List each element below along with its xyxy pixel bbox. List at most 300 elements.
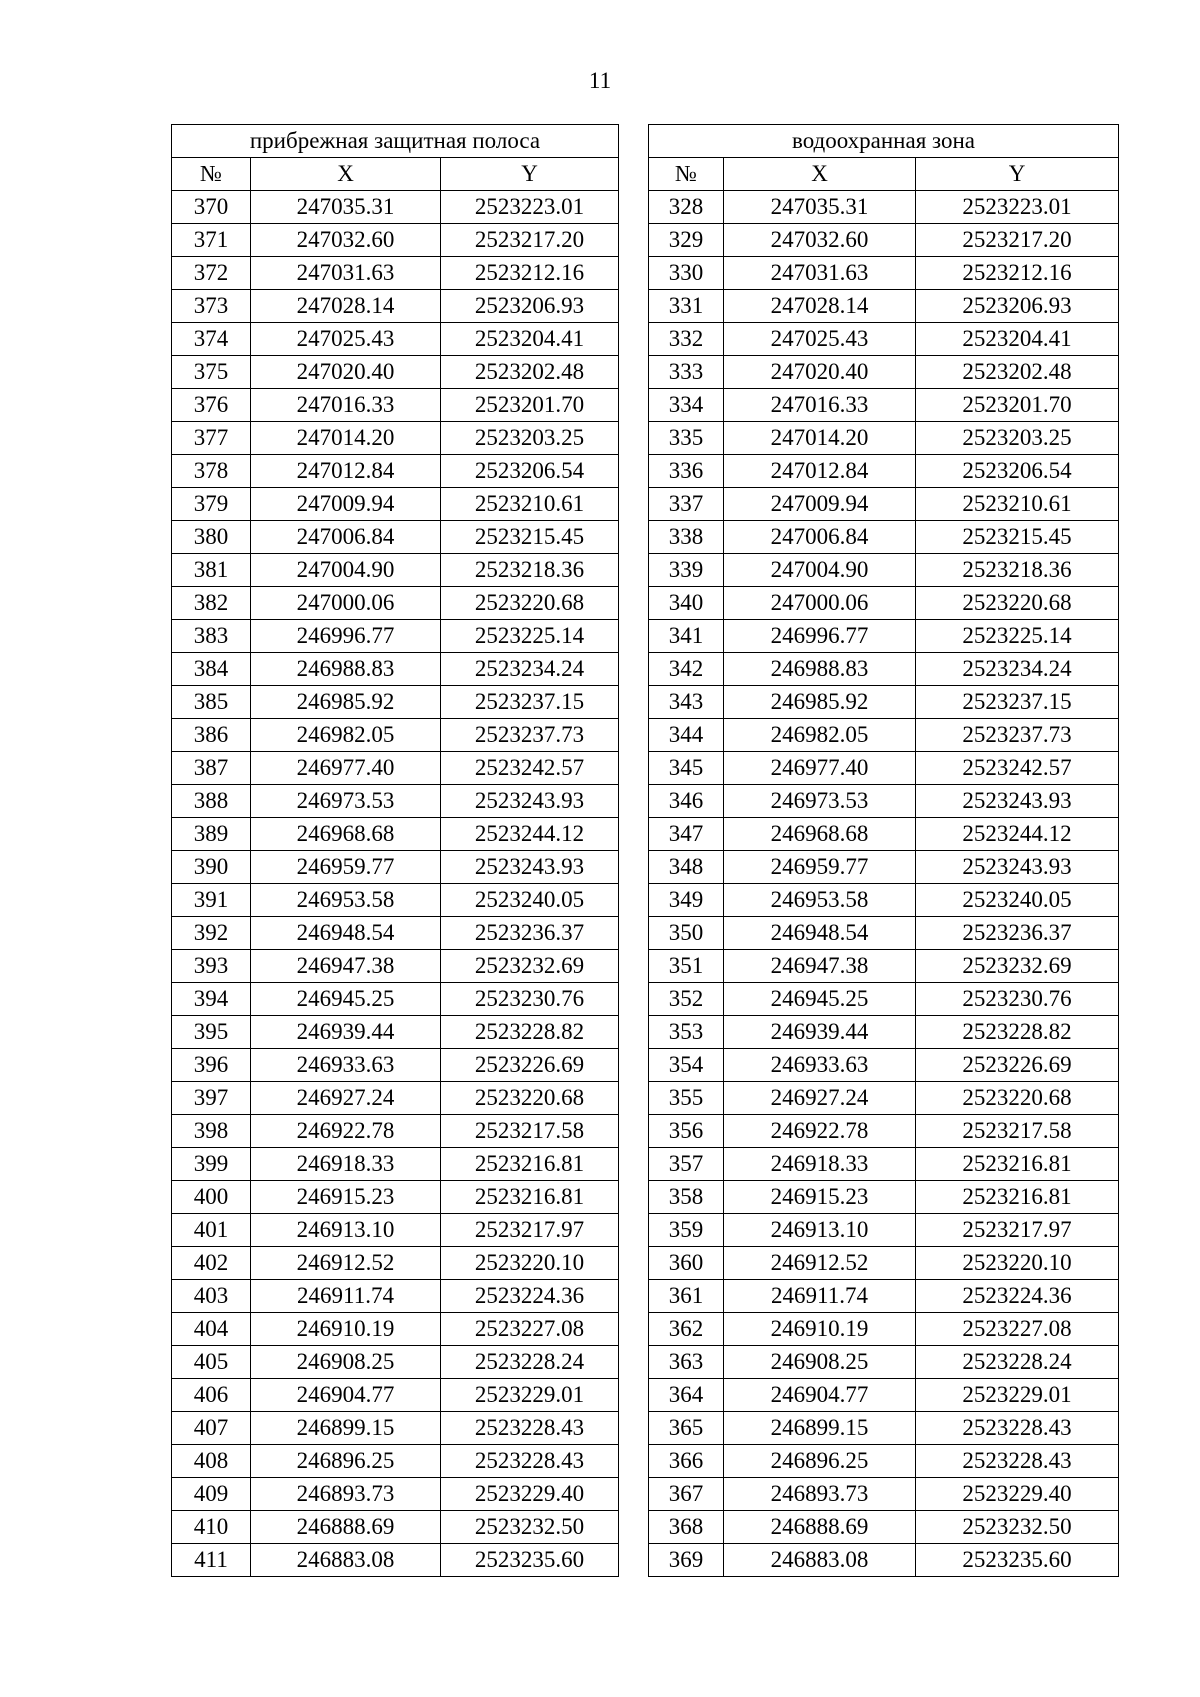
cell-number: 331 [649,290,724,323]
table-row [649,818,1119,851]
cell-y: 2523243.93 [441,851,619,884]
cell-x: 247016.33 [251,389,441,422]
table-row [649,1478,1119,1511]
cell-x: 246996.77 [251,620,441,653]
cell-x: 246922.78 [251,1115,441,1148]
cell-number: 402 [172,1247,251,1280]
cell-number: 358 [649,1181,724,1214]
cell-y: 2523215.45 [441,521,619,554]
column-header-y: Y [916,158,1119,191]
cell-number: 394 [172,983,251,1016]
cell-x: 246988.83 [724,653,916,686]
table-row [172,818,619,851]
cell-x: 246912.52 [724,1247,916,1280]
cell-number: 379 [172,488,251,521]
cell-x: 247020.40 [251,356,441,389]
cell-number: 406 [172,1379,251,1412]
cell-y: 2523220.10 [916,1247,1119,1280]
cell-y: 2523206.54 [916,455,1119,488]
table-row [172,521,619,554]
cell-x: 246953.58 [724,884,916,917]
cell-y: 2523206.54 [441,455,619,488]
cell-x: 246910.19 [251,1313,441,1346]
table-row [172,356,619,389]
cell-number: 341 [649,620,724,653]
cell-x: 247035.31 [724,191,916,224]
cell-y: 2523237.73 [916,719,1119,752]
cell-y: 2523230.76 [441,983,619,1016]
cell-number: 381 [172,554,251,587]
cell-x: 246985.92 [251,686,441,719]
cell-number: 371 [172,224,251,257]
table-row [172,653,619,686]
cell-y: 2523201.70 [441,389,619,422]
coastal-strip-table [171,124,619,1577]
table-row [649,1082,1119,1115]
cell-y: 2523244.12 [441,818,619,851]
cell-number: 357 [649,1148,724,1181]
table-row [649,1379,1119,1412]
cell-y: 2523216.81 [916,1181,1119,1214]
cell-y: 2523216.81 [916,1148,1119,1181]
table-row [172,1280,619,1313]
cell-number: 398 [172,1115,251,1148]
cell-y: 2523225.14 [916,620,1119,653]
cell-number: 385 [172,686,251,719]
cell-number: 378 [172,455,251,488]
cell-x: 246968.68 [724,818,916,851]
cell-x: 246959.77 [251,851,441,884]
cell-number: 335 [649,422,724,455]
table-row [649,587,1119,620]
table-row [172,323,619,356]
cell-number: 369 [649,1544,724,1577]
table-row [172,917,619,950]
cell-x: 247028.14 [724,290,916,323]
table-row [649,752,1119,785]
cell-number: 405 [172,1346,251,1379]
cell-x: 247032.60 [251,224,441,257]
cell-y: 2523240.05 [916,884,1119,917]
cell-y: 2523228.43 [441,1445,619,1478]
cell-y: 2523229.01 [916,1379,1119,1412]
cell-y: 2523210.61 [441,488,619,521]
cell-number: 389 [172,818,251,851]
table-row [649,389,1119,422]
cell-x: 246922.78 [724,1115,916,1148]
column-header-x: X [251,158,441,191]
cell-x: 246985.92 [724,686,916,719]
cell-x: 247012.84 [724,455,916,488]
table-row [649,851,1119,884]
cell-x: 246899.15 [251,1412,441,1445]
table-row [649,785,1119,818]
cell-y: 2523237.73 [441,719,619,752]
cell-number: 337 [649,488,724,521]
cell-y: 2523217.58 [441,1115,619,1148]
table-row [649,488,1119,521]
table-row [649,1148,1119,1181]
cell-y: 2523220.68 [916,1082,1119,1115]
cell-x: 247009.94 [251,488,441,521]
cell-number: 367 [649,1478,724,1511]
cell-x: 246893.73 [251,1478,441,1511]
cell-x: 246959.77 [724,851,916,884]
cell-y: 2523217.58 [916,1115,1119,1148]
cell-y: 2523234.24 [916,653,1119,686]
cell-number: 397 [172,1082,251,1115]
table-row [172,1049,619,1082]
table-row [649,1016,1119,1049]
cell-x: 246904.77 [251,1379,441,1412]
cell-x: 246883.08 [251,1544,441,1577]
cell-number: 396 [172,1049,251,1082]
cell-y: 2523235.60 [441,1544,619,1577]
cell-number: 411 [172,1544,251,1577]
cell-x: 246948.54 [724,917,916,950]
column-header-x: X [724,158,916,191]
table-row [172,884,619,917]
cell-x: 246910.19 [724,1313,916,1346]
cell-x: 246948.54 [251,917,441,950]
cell-x: 246973.53 [724,785,916,818]
cell-number: 388 [172,785,251,818]
table-row [172,587,619,620]
cell-y: 2523228.24 [916,1346,1119,1379]
cell-number: 380 [172,521,251,554]
cell-number: 365 [649,1412,724,1445]
cell-number: 340 [649,587,724,620]
cell-number: 355 [649,1082,724,1115]
cell-x: 246953.58 [251,884,441,917]
cell-number: 386 [172,719,251,752]
cell-number: 391 [172,884,251,917]
cell-number: 338 [649,521,724,554]
cell-number: 362 [649,1313,724,1346]
table-row [172,1445,619,1478]
table-row [172,1412,619,1445]
table-row [649,191,1119,224]
table-row [649,1511,1119,1544]
table-row [172,719,619,752]
table-row [172,290,619,323]
table-row [649,1280,1119,1313]
cell-x: 246933.63 [251,1049,441,1082]
table-row [172,554,619,587]
table-row [172,1511,619,1544]
cell-x: 247006.84 [724,521,916,554]
cell-y: 2523202.48 [441,356,619,389]
cell-x: 246982.05 [724,719,916,752]
table-row [649,1214,1119,1247]
cell-y: 2523217.20 [441,224,619,257]
cell-x: 246899.15 [724,1412,916,1445]
cell-number: 387 [172,752,251,785]
cell-number: 404 [172,1313,251,1346]
cell-number: 343 [649,686,724,719]
cell-x: 246896.25 [724,1445,916,1478]
cell-y: 2523223.01 [916,191,1119,224]
cell-number: 368 [649,1511,724,1544]
cell-x: 246896.25 [251,1445,441,1478]
table-row [649,257,1119,290]
cell-x: 247009.94 [724,488,916,521]
cell-number: 393 [172,950,251,983]
cell-y: 2523212.16 [916,257,1119,290]
cell-x: 247025.43 [251,323,441,356]
table-row [649,455,1119,488]
cell-y: 2523223.01 [441,191,619,224]
cell-y: 2523206.93 [441,290,619,323]
cell-number: 336 [649,455,724,488]
cell-number: 348 [649,851,724,884]
cell-x: 246977.40 [724,752,916,785]
cell-number: 345 [649,752,724,785]
cell-x: 246945.25 [724,983,916,1016]
table-row [172,785,619,818]
cell-number: 374 [172,323,251,356]
cell-number: 408 [172,1445,251,1478]
cell-number: 356 [649,1115,724,1148]
table-row [649,620,1119,653]
cell-number: 383 [172,620,251,653]
cell-number: 329 [649,224,724,257]
table-row [649,686,1119,719]
cell-number: 332 [649,323,724,356]
cell-x: 247031.63 [724,257,916,290]
table-row [172,1247,619,1280]
table-row [172,422,619,455]
cell-x: 246911.74 [251,1280,441,1313]
cell-y: 2523215.45 [916,521,1119,554]
cell-number: 377 [172,422,251,455]
table-row [172,455,619,488]
cell-x: 246888.69 [724,1511,916,1544]
cell-number: 399 [172,1148,251,1181]
cell-x: 247014.20 [251,422,441,455]
cell-y: 2523216.81 [441,1181,619,1214]
column-header-number: № [649,158,724,191]
table-row [649,950,1119,983]
cell-x: 246904.77 [724,1379,916,1412]
cell-y: 2523220.10 [441,1247,619,1280]
cell-x: 246927.24 [724,1082,916,1115]
cell-x: 246947.38 [251,950,441,983]
cell-y: 2523226.69 [441,1049,619,1082]
cell-number: 403 [172,1280,251,1313]
table-row [649,1313,1119,1346]
cell-x: 246913.10 [724,1214,916,1247]
cell-y: 2523236.37 [441,917,619,950]
cell-y: 2523242.57 [441,752,619,785]
table-row [172,1016,619,1049]
table-row [172,752,619,785]
cell-y: 2523228.43 [916,1412,1119,1445]
cell-number: 346 [649,785,724,818]
cell-x: 247000.06 [251,587,441,620]
cell-x: 246908.25 [724,1346,916,1379]
cell-y: 2523220.68 [916,587,1119,620]
table-row [172,191,619,224]
table-row [649,1049,1119,1082]
cell-y: 2523243.93 [441,785,619,818]
cell-x: 246996.77 [724,620,916,653]
table-row [649,1115,1119,1148]
cell-number: 352 [649,983,724,1016]
cell-x: 247000.06 [724,587,916,620]
table-row [649,1181,1119,1214]
cell-y: 2523217.97 [916,1214,1119,1247]
cell-y: 2523229.40 [441,1478,619,1511]
cell-y: 2523217.20 [916,224,1119,257]
table-row [172,983,619,1016]
cell-y: 2523237.15 [916,686,1119,719]
cell-number: 353 [649,1016,724,1049]
table-row [649,653,1119,686]
cell-x: 246947.38 [724,950,916,983]
cell-number: 347 [649,818,724,851]
cell-number: 351 [649,950,724,983]
table-row [649,290,1119,323]
cell-number: 375 [172,356,251,389]
table-row [172,620,619,653]
cell-y: 2523232.69 [441,950,619,983]
cell-y: 2523220.68 [441,1082,619,1115]
cell-y: 2523228.43 [916,1445,1119,1478]
cell-y: 2523227.08 [441,1313,619,1346]
cell-number: 370 [172,191,251,224]
cell-x: 246883.08 [724,1544,916,1577]
cell-number: 360 [649,1247,724,1280]
cell-number: 395 [172,1016,251,1049]
table-row [649,422,1119,455]
cell-y: 2523244.12 [916,818,1119,851]
cell-x: 246933.63 [724,1049,916,1082]
table-row [649,917,1119,950]
cell-number: 382 [172,587,251,620]
table-row [649,1445,1119,1478]
cell-y: 2523229.40 [916,1478,1119,1511]
cell-y: 2523242.57 [916,752,1119,785]
cell-x: 247028.14 [251,290,441,323]
cell-number: 401 [172,1214,251,1247]
cell-x: 247012.84 [251,455,441,488]
table-row [649,521,1119,554]
cell-x: 246939.44 [251,1016,441,1049]
cell-x: 246911.74 [724,1280,916,1313]
table-row [172,1379,619,1412]
cell-y: 2523201.70 [916,389,1119,422]
cell-number: 361 [649,1280,724,1313]
cell-x: 247004.90 [251,554,441,587]
cell-y: 2523232.50 [441,1511,619,1544]
cell-number: 400 [172,1181,251,1214]
cell-y: 2523218.36 [441,554,619,587]
cell-y: 2523204.41 [441,323,619,356]
cell-number: 409 [172,1478,251,1511]
cell-x: 247031.63 [251,257,441,290]
cell-y: 2523220.68 [441,587,619,620]
cell-y: 2523227.08 [916,1313,1119,1346]
cell-x: 246988.83 [251,653,441,686]
cell-y: 2523236.37 [916,917,1119,950]
cell-x: 247006.84 [251,521,441,554]
cell-x: 246888.69 [251,1511,441,1544]
cell-y: 2523203.25 [916,422,1119,455]
cell-x: 247004.90 [724,554,916,587]
cell-y: 2523228.82 [916,1016,1119,1049]
cell-number: 390 [172,851,251,884]
table-title: прибрежная защитная полоса [172,125,619,158]
cell-number: 344 [649,719,724,752]
cell-y: 2523228.43 [441,1412,619,1445]
cell-y: 2523206.93 [916,290,1119,323]
cell-x: 246918.33 [724,1148,916,1181]
cell-x: 246973.53 [251,785,441,818]
table-row [649,1412,1119,1445]
cell-number: 364 [649,1379,724,1412]
cell-x: 246915.23 [724,1181,916,1214]
cell-x: 246939.44 [724,1016,916,1049]
table-row [172,1115,619,1148]
cell-number: 359 [649,1214,724,1247]
cell-y: 2523226.69 [916,1049,1119,1082]
table-row [172,1346,619,1379]
table-row [649,554,1119,587]
cell-y: 2523202.48 [916,356,1119,389]
cell-y: 2523217.97 [441,1214,619,1247]
cell-x: 246968.68 [251,818,441,851]
cell-y: 2523230.76 [916,983,1119,1016]
water-protection-zone-table [648,124,1119,1577]
table-row [649,1346,1119,1379]
cell-y: 2523228.24 [441,1346,619,1379]
cell-x: 246893.73 [724,1478,916,1511]
table-row [172,257,619,290]
table-row [172,224,619,257]
table-row [172,1148,619,1181]
cell-number: 330 [649,257,724,290]
table-row [649,884,1119,917]
cell-number: 350 [649,917,724,950]
table-row [649,719,1119,752]
cell-number: 410 [172,1511,251,1544]
cell-x: 247016.33 [724,389,916,422]
cell-number: 363 [649,1346,724,1379]
table-row [172,1214,619,1247]
table-row [172,488,619,521]
cell-x: 246977.40 [251,752,441,785]
cell-y: 2523203.25 [441,422,619,455]
cell-number: 384 [172,653,251,686]
cell-number: 407 [172,1412,251,1445]
cell-x: 246918.33 [251,1148,441,1181]
cell-y: 2523232.69 [916,950,1119,983]
cell-y: 2523224.36 [916,1280,1119,1313]
cell-x: 246982.05 [251,719,441,752]
cell-x: 247035.31 [251,191,441,224]
cell-number: 376 [172,389,251,422]
cell-number: 339 [649,554,724,587]
table-row [172,1313,619,1346]
table-row [172,950,619,983]
column-header-number: № [172,158,251,191]
column-header-y: Y [441,158,619,191]
cell-number: 349 [649,884,724,917]
cell-x: 246913.10 [251,1214,441,1247]
cell-x: 247020.40 [724,356,916,389]
cell-number: 334 [649,389,724,422]
